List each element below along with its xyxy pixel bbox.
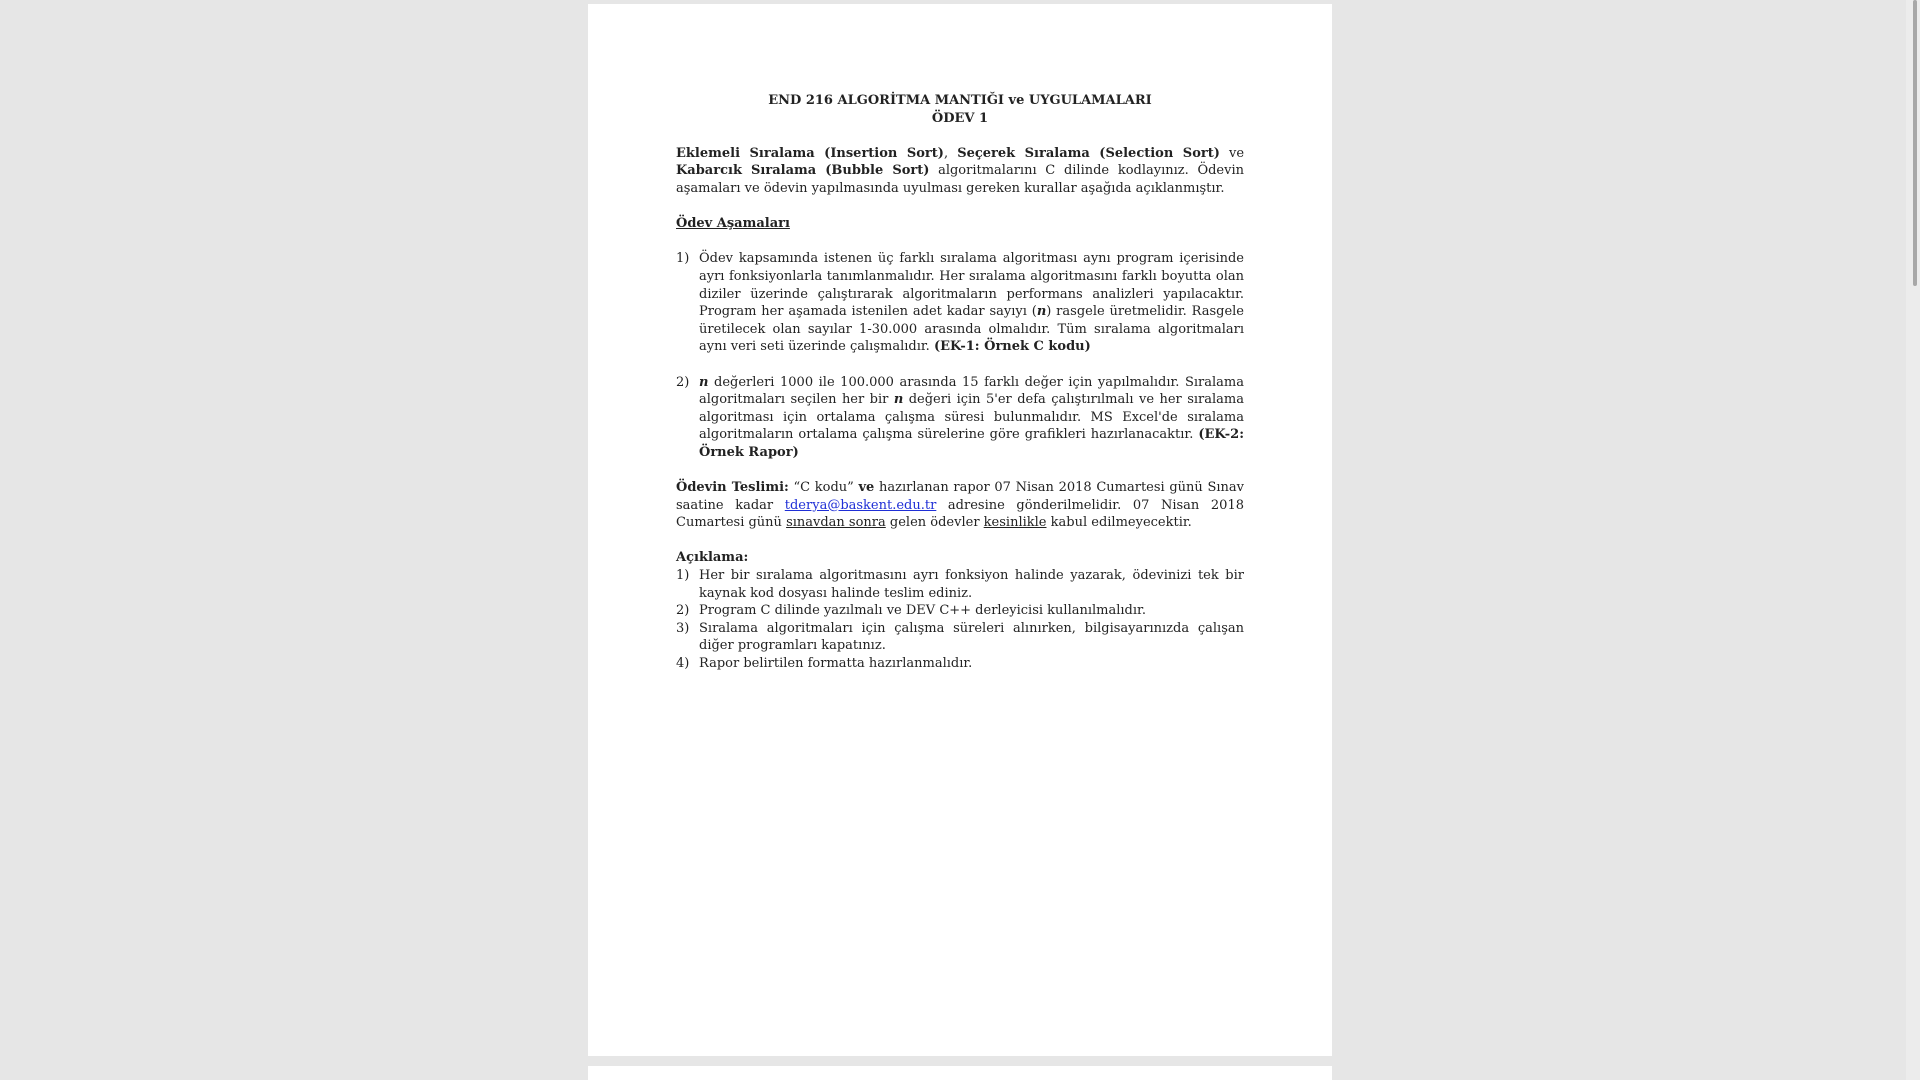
intro-alg-bubble: Kabarcık Sıralama (Bubble Sort)	[676, 163, 930, 179]
stage-number: 1)	[676, 251, 690, 267]
note-item	[676, 620, 1244, 655]
intro-sep-2: ve	[1219, 145, 1245, 161]
submission-text: “C kodu”	[788, 480, 859, 496]
title-line-1: END 216 ALGORİTMA MANTIĞI ve UYGULAMALARI	[768, 93, 1152, 108]
stages-list	[676, 250, 1244, 461]
note-text: Sıralama algoritmaları için çalışma süreleri alınırken, bilgisayarınızda çalışan diğer programları kapatınız.	[699, 620, 1244, 654]
note-text: Rapor belirtilen formatta hazırlanmalıdır.	[699, 656, 973, 671]
note-item	[676, 602, 1244, 620]
note-number: 1)	[676, 568, 690, 584]
submission-text: adresine gönderilmelidir. 07 Nisan 2018 Cumartesi günü	[676, 497, 1244, 531]
stage-text: Ödev kapsamında istenen üç farklı sıralama algoritması aynı program içerisinde ayrı fonksiyonlarla tanımlanmalıdır. Her sıralama algoritmasını farklı boyutta olan diziler üzerinde çalıştırarak algoritmaların performans analizleri yapılacaktır. Program her aşamada istenilen adet kadar sayıyı (	[699, 251, 1244, 320]
notes-list	[676, 567, 1244, 673]
notes-heading: Açıklama:	[676, 550, 749, 566]
note-number: 4)	[676, 656, 690, 671]
document-page	[588, 4, 1332, 1056]
submission-ve: ve	[858, 480, 875, 496]
stages-heading: Ödev Aşamaları	[676, 216, 790, 232]
note-number: 2)	[676, 603, 690, 619]
intro-paragraph	[676, 145, 1244, 198]
stage-number: 2)	[676, 374, 690, 390]
intro-alg-insertion: Eklemeli Sıralama (Insertion Sort)	[676, 145, 944, 161]
note-number: 3)	[676, 620, 690, 636]
stage-text: değeri için 5'er defa çalıştırılmalı ve her sıralama algoritması için ortalama çalışma süresi bulunmalıdır. MS Excel'de sıralama algoritmaların ortalama çalışma sürelerine göre grafikleri hazırlanacaktır.	[699, 392, 1244, 443]
stage-variable: n	[1036, 304, 1047, 320]
page-content	[676, 92, 1244, 673]
stage-reference: (EK-2: Örnek Rapor)	[699, 427, 1244, 460]
submission-text: hazırlanan rapor 07 Nisan 2018 Cumartesi günü Sınav saatine kadar	[676, 480, 1244, 513]
submission-text: kabul edilmeyecektir.	[1046, 515, 1192, 531]
stage-reference: (EK-1: Örnek C kodu)	[933, 339, 1091, 355]
stage-text: değerleri 1000 ile 100.000 arasında 15 farklı değer için yapılmalıdır. Sıralama algoritmaları seçilen her bir	[699, 374, 1244, 408]
note-text: Program C dilinde yazılmalı ve DEV C++ derleyicisi kullanılmalıdır.	[699, 603, 1146, 619]
vertical-scrollbar[interactable]	[1906, 0, 1920, 1080]
email-link[interactable]: tderya@baskent.edu.tr	[784, 497, 937, 513]
intro-sep-1: ,	[943, 145, 958, 161]
intro-alg-selection: Seçerek Sıralama (Selection Sort)	[957, 145, 1220, 161]
submission-paragraph	[676, 479, 1244, 532]
stage-variable: n	[699, 374, 709, 390]
stage-variable: n	[893, 392, 904, 408]
note-item	[676, 567, 1244, 602]
document-title	[676, 92, 1244, 127]
submission-label: Ödevin Teslimi:	[676, 480, 789, 496]
stage-text: ) rasgele üretmelidir. Rasgele üretilecek olan sayılar 1-30.000 arasında olmalıdır. Tüm sıralama algoritmaları aynı veri seti üzerinde çalışmalıdır.	[699, 304, 1244, 355]
note-text: Her bir sıralama algoritmasını ayrı fonksiyon halinde yazarak, ödevinizi tek bir kaynak kod dosyası halinde teslim ediniz.	[699, 568, 1244, 601]
note-item	[676, 655, 1244, 673]
submission-underline-definitely: kesinlikle	[983, 515, 1047, 531]
submission-underline-after-exam: sınavdan sonra	[786, 515, 886, 531]
stage-item-1	[676, 250, 1244, 356]
submission-text: gelen ödevler	[885, 515, 984, 531]
title-line-2: ÖDEV 1	[931, 110, 989, 126]
next-page-edge	[588, 1066, 1332, 1080]
intro-rest: algoritmalarını C dilinde kodlayınız. Ödevin aşamaları ve ödevin yapılmasında uyulması gereken kurallar aşağıda açıklanmıştır.	[676, 163, 1245, 196]
stage-item-2	[676, 374, 1244, 462]
scrollbar-thumb[interactable]	[1913, 0, 1917, 286]
